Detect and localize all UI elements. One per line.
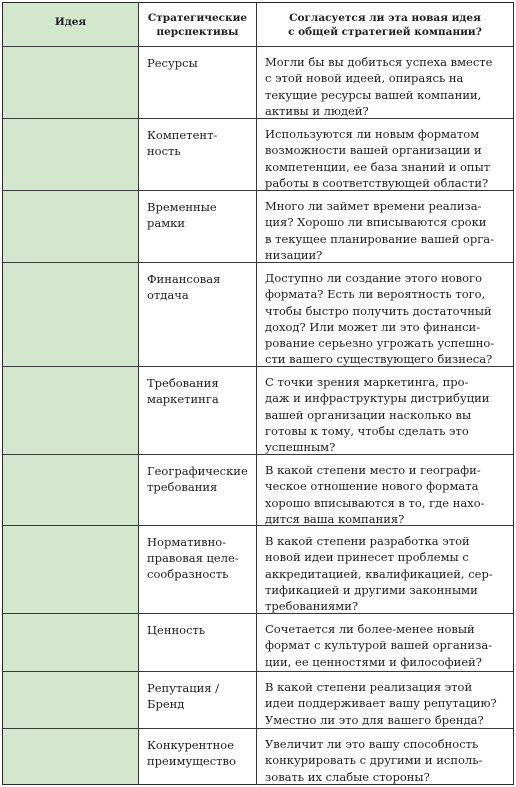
question-cell: В какой степени разработка этой новой идеи принесет проблемы с аккредитацией, квалификацией, сер- тификацией и другими законными требованиями?: [256, 526, 513, 614]
perspective-cell: Ресурсы: [138, 47, 256, 119]
table-row: [3, 118, 513, 191]
table-row: [3, 262, 513, 367]
perspective-cell: Репутация / Бренд: [138, 672, 256, 729]
question-cell: С точки зрения маркетинга, про- даж и инфраструктуры дистрибуции вашей организации насколько вы готовы к тому, чтобы сделать это успешным?: [256, 367, 513, 455]
idea-cell[interactable]: [3, 526, 138, 614]
header-question: Согласуется ли эта новая идея с общей стратегией компании?: [256, 3, 513, 46]
table-row: [3, 613, 513, 672]
perspective-cell: Ценность: [138, 614, 256, 672]
question-cell: Доступно ли создание этого нового формата? Есть ли вероятность того, чтобы быстро получить достаточный доход? Или может ли это финанси- рование серьезно угрожать успешно- сти вашего существующего бизнеса?: [256, 263, 513, 367]
table-row: [3, 366, 513, 455]
idea-cell[interactable]: [3, 119, 138, 191]
question-cell: Используются ли новым форматом возможности вашей организации и компетенции, ее база знаний и опыт работы в соответствующей области?: [256, 119, 513, 191]
perspective-cell: Географические требования: [138, 455, 256, 526]
idea-cell[interactable]: [3, 614, 138, 672]
perspective-cell: Компетент- ность: [138, 119, 256, 191]
strategy-fit-table: [2, 2, 514, 785]
table-row: [3, 190, 513, 263]
idea-cell[interactable]: [3, 729, 138, 785]
table-row: [3, 671, 513, 729]
perspective-cell: Финансовая отдача: [138, 263, 256, 367]
idea-cell[interactable]: [3, 263, 138, 367]
perspective-cell: Нормативно- правовая целе- сообразность: [138, 526, 256, 614]
table-header-row: [3, 3, 513, 46]
perspective-cell: Конкурентное преимущество: [138, 729, 256, 785]
header-perspective: Стратегические перспективы: [138, 3, 256, 46]
idea-cell[interactable]: [3, 367, 138, 455]
perspective-cell: Требования маркетинга: [138, 367, 256, 455]
table-row: [3, 454, 513, 526]
perspective-cell: Временные рамки: [138, 191, 256, 263]
table-row: [3, 728, 513, 785]
idea-cell[interactable]: [3, 47, 138, 119]
question-cell: Могли бы вы добиться успеха вместе с этой новой идеей, опираясь на текущие ресурсы вашей компании, активы и людей?: [256, 47, 513, 119]
question-cell: Сочетается ли более-менее новый формат с культурой вашей организа- ции, ее ценностями и философией?: [256, 614, 513, 672]
question-cell: В какой степени реализация этой идеи поддерживает вашу репутацию? Уместно ли это для вашего бренда?: [256, 672, 513, 729]
table-row: [3, 46, 513, 119]
question-cell: В какой степени место и географи- ческое отношение нового формата хорошо вписываются в то, где нахо- дится ваша компания?: [256, 455, 513, 526]
idea-cell[interactable]: [3, 191, 138, 263]
idea-cell[interactable]: [3, 455, 138, 526]
question-cell: Много ли займет времени реализа- ция? Хорошо ли вписываются сроки в текущее планирование вашей орга- низации?: [256, 191, 513, 263]
idea-cell[interactable]: [3, 672, 138, 729]
header-idea: Идея: [54, 16, 87, 28]
question-cell: Увеличит ли это вашу способность конкурировать с другими и исполь- зовать их слабые стороны?: [256, 729, 513, 785]
table-row: [3, 525, 513, 614]
